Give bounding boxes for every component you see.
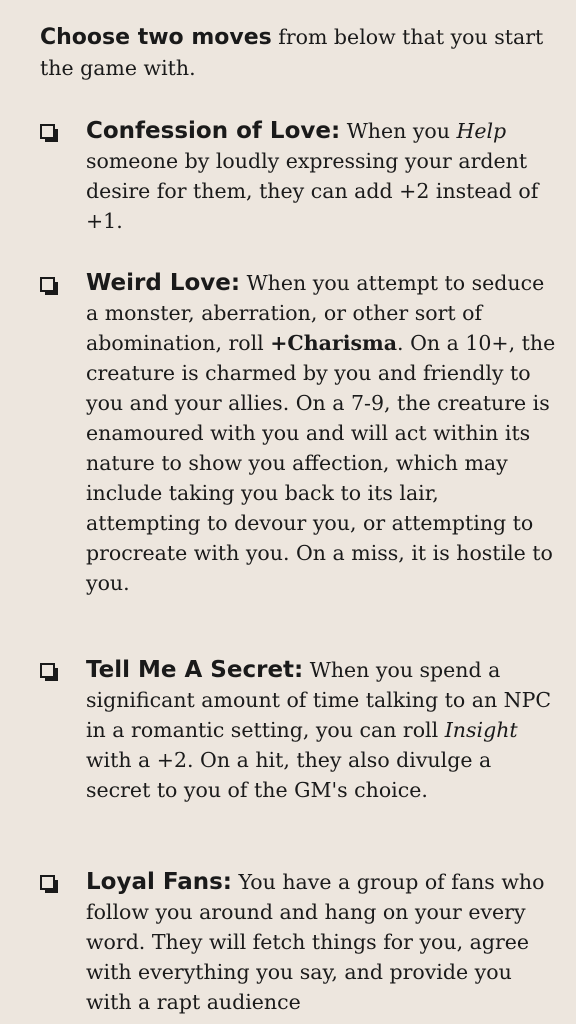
move-weird-love bbox=[86, 268, 556, 598]
move-text: When you spend a significant amount of time talking to an NPC in a romantic setting, you can roll bbox=[86, 658, 552, 742]
checkbox-weird-love[interactable] bbox=[40, 277, 55, 292]
move-title: Confession of Love: bbox=[86, 118, 341, 144]
move-tell-me-a-secret bbox=[86, 655, 556, 805]
intro-rest: from below that you start the game with. bbox=[40, 25, 544, 80]
move-stat: +Charisma bbox=[270, 331, 398, 355]
intro-text bbox=[40, 22, 550, 84]
move-text: with a +2. On a hit, they also divulge a secret to you of the GM's choice. bbox=[86, 748, 492, 802]
move-text: When you attempt to seduce a monster, aberration, or other sort of abomination, roll bbox=[86, 271, 545, 355]
checkbox-loyal-fans[interactable] bbox=[40, 875, 55, 890]
move-title: Tell Me A Secret: bbox=[86, 657, 304, 683]
checkbox-tell-me-a-secret[interactable] bbox=[40, 663, 55, 678]
move-title: Loyal Fans: bbox=[86, 869, 233, 895]
move-title: Weird Love: bbox=[86, 270, 241, 296]
move-text: . On a 10+, the creature is charmed by you and friendly to you and your allies. On a 7-9, the creature is enamoured with you and will act within its nature to show you affection, which may include taking you back to its lair, attempting to devour you, or attempting to procreate with you. On a miss, it is hostile to you. bbox=[86, 331, 556, 595]
intro-lead: Choose two moves bbox=[40, 25, 272, 50]
move-text: You have a group of fans who follow you around and hang on your every word. They will fetch things for you, agree with everything you say, and provide you with a rapt audience bbox=[86, 870, 545, 1014]
move-text: someone by loudly expressing your ardent desire for them, they can add +2 instead of +1. bbox=[86, 149, 539, 233]
move-loyal-fans bbox=[86, 867, 556, 1017]
checkbox-confession-of-love[interactable] bbox=[40, 124, 55, 139]
move-emphasis: Help bbox=[456, 119, 507, 143]
move-text: When you bbox=[340, 119, 457, 143]
move-emphasis: Insight bbox=[444, 718, 518, 742]
move-confession-of-love bbox=[86, 116, 556, 236]
